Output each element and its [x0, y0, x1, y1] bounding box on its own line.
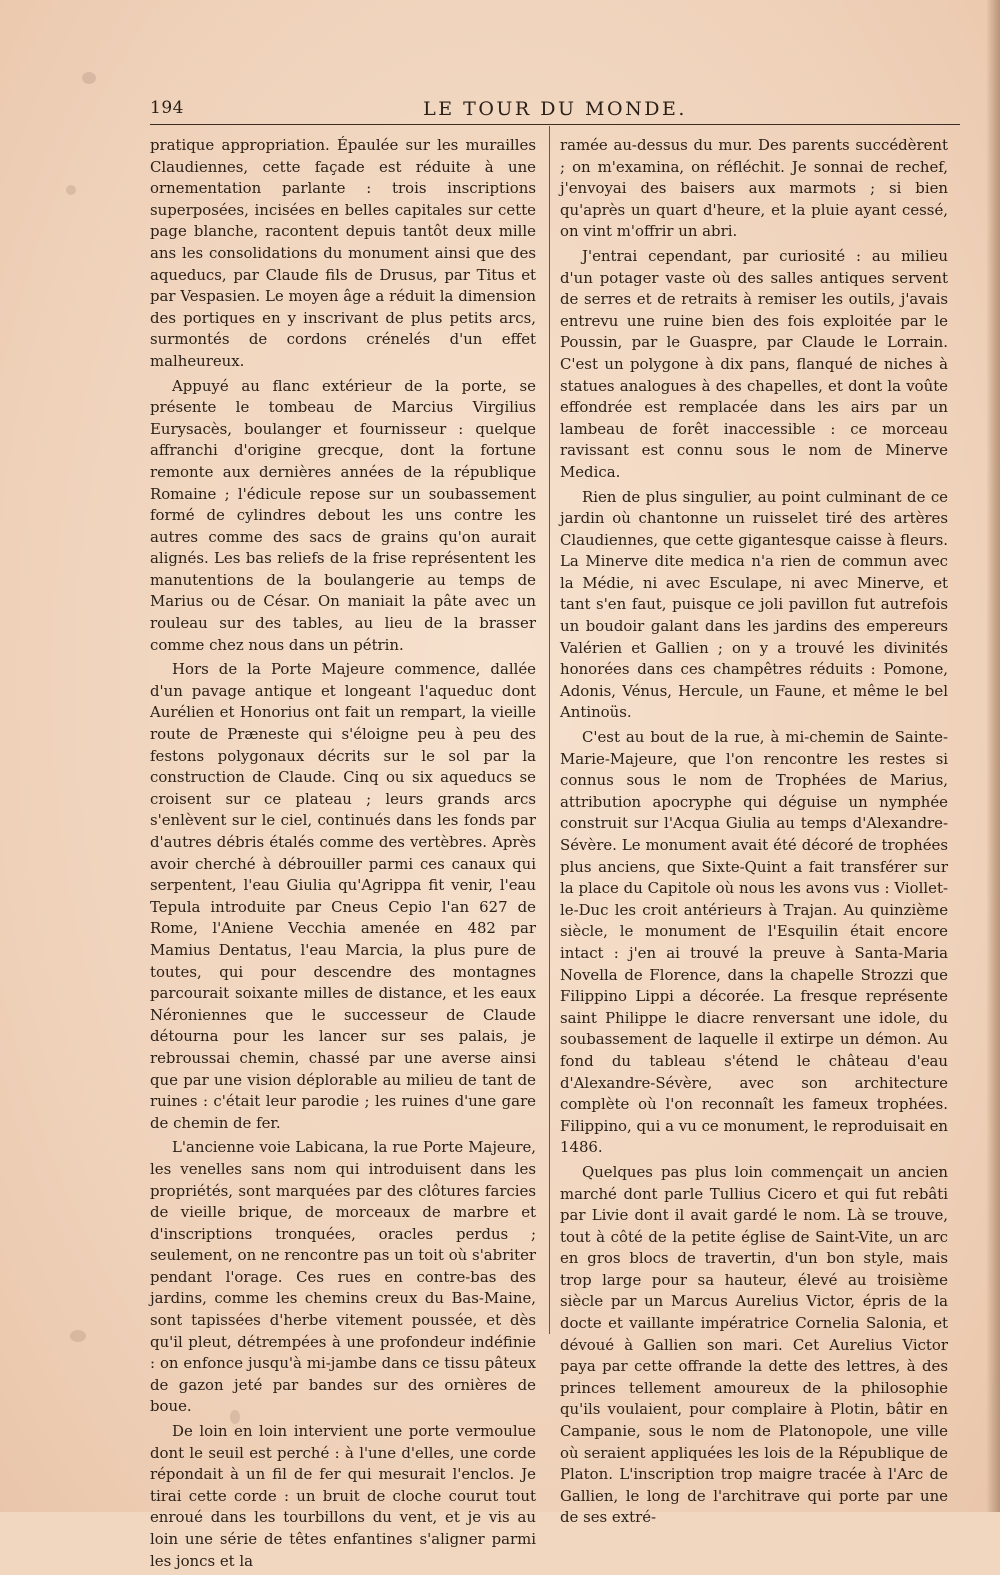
- running-header: [150, 96, 960, 125]
- paragraph: J'entrai cependant, par curiosité : au milieu d'un potager vaste où des salles antiques servent de serres et de retraits à remiser les outils, j'avais entrevu une ruine bien des fois exploitée par le Poussin, par le Guaspre, par Claude le Lorrain. C'est un polygone à dix pans, flanqué de niches à statues analogues à des chapelles, et dont la voûte effondrée est remplacée dans les airs par un lambeau de forêt inaccessible : ce morceau ravissant est connu sous le nom de Minerve Medica.: [560, 246, 948, 481]
- right-column: [560, 135, 948, 1532]
- paragraph: Appuyé au flanc extérieur de la porte, se présente le tombeau de Marcius Virgilius Eurysacès, boulanger et fournisseur : quelque affranchi d'origine grecque, dont la fortune remonte aux dernières années de la république Romaine ; l'édicule repose sur un soubassement formé de cylindres debout les uns contre les autres comme des sacs de grains qu'on aurait alignés. Les bas reliefs de la frise représentent les manutentions de la boulangerie au temps de Marius ou de César. On maniait la pâte avec un rouleau sur des tables, au lieu de la brasser comme chez nous dans un pétrin.: [150, 376, 536, 654]
- paragraph: Rien de plus singulier, au point culminant de ce jardin où chantonne un ruisselet tiré des artères Claudiennes, que cette gigantesque caisse à fleurs. La Minerve dite medica n'a rien de commun avec la Médie, ni avec Esculape, ni avec Minerve, et tant s'en faut, puisque ce joli pavillon fut autrefois un boudoir galant dans les jardins des empereurs Valérien et Gallien ; on y a trouvé les divinités honorées dans ces champêtres réduits : Pomone, Adonis, Vénus, Hercule, un Faune, et même le bel Antinoüs.: [560, 487, 948, 722]
- paragraph: De loin en loin intervient une porte vermoulue dont le seuil est perché : à l'une d'elles, une corde répondait à un fil de fer qui mesurait l'enclos. Je tirai cette corde : un bruit de cloche courut tout enroué dans les tourbillons du vent, et je vis au loin une série de têtes enfantines s'aligner parmi les joncs et la: [150, 1422, 536, 1570]
- foxing-spot: [70, 1330, 86, 1342]
- left-column: [150, 135, 536, 1575]
- foxing-spot: [82, 72, 96, 84]
- paragraph: C'est au bout de la rue, à mi-chemin de Sainte-Marie-Majeure, que l'on rencontre les restes si connus sous le nom de Trophées de Marius, attribution apocryphe qui déguise un nymphée construit sur l'Acqua Giulia au temps d'Alexandre-Sévère. Le monument avait été décoré de trophées plus anciens, que Sixte-Quint a fait transférer sur la place du Capitole où nous les avons vus : Viollet-le-Duc les croit antérieurs à Trajan. Au quinzième siècle, le monument de l'Esquilin était encore intact : j'en ai trouvé la preuve à Santa-Maria Novella de Florence, dans la chapelle Strozzi que Filippino Lippi a décorée. La fresque représente saint Philippe le diacre renversant une idole, du soubassement de laquelle il extirpe un démon. Au fond du tableau s'étend le château d'eau d'Alexandre-Sévère, avec son architecture complète où l'on reconnaît les fameux trophées. Filippino, qui a vu ce monument, le reproduisait en 1486.: [560, 728, 948, 1157]
- paragraph: Hors de la Porte Majeure commence, dallée d'un pavage antique et longeant l'aqueduc dont Aurélien et Honorius ont fait un rempart, la vieille route de Præneste qui s'éloigne peu à peu des festons polygonaux décrits sur le sol par la construction de Claude. Cinq ou six aqueducs se croisent sur ce plateau ; leurs grands arcs s'enlèvent sur le ciel, continués dans les fonds par d'autres débris étalés comme des vertèbres. Après avoir cherché à débrouiller parmi ces canaux qui serpentent, l'eau Giulia qu'Agrippa fit venir, l'eau Tepula introduite par Cneus Cepio l'an 627 de Rome, l'Aniene Vecchia amenée en 482 par Mamius Dentatus, l'eau Marcia, la plus pure de toutes, qui pour descendre des montagnes parcourait soixante milles de distance, et les eaux Néroniennes que le successeur de Claude détourna pour les lancer sur ses palais, je rebroussai chemin, chassé par une averse ainsi que par une vision déplorable au milieu de tant de ruines : c'était leur parodie ; les ruines d'une gare de chemin de fer.: [150, 660, 536, 1132]
- paragraph: ramée au-dessus du mur. Des parents succédèrent ; on m'examina, on réfléchit. Je sonnai de rechef, j'envoyai des baisers aux marmots ; si bien qu'après un quart d'heure, et la pluie ayant cessé, on vint m'offrir un abri.: [560, 136, 948, 241]
- page-number: 194: [150, 98, 184, 118]
- paragraph: pratique appropriation. Épaulée sur les murailles Claudiennes, cette façade est réduite à une ornementation parlante : trois inscriptions superposées, incisées en belles capitales sur cette page blanche, racontent depuis tantôt deux mille ans les consolidations du monument ainsi que des aqueducs, par Claude fils de Drusus, par Titus et par Vespasien. Le moyen âge a réduit la dimension des portiques en y inscrivant de plus petits arcs, surmontés de cordons crénelés d'un effet malheureux.: [150, 136, 536, 370]
- page-edge-shadow: [986, 0, 1000, 1512]
- paragraph: Quelques pas plus loin commençait un ancien marché dont parle Tullius Cicero et qui fut rebâti par Livie dont il avait gardé le nom. Là se trouve, tout à côté de la petite église de Saint-Vite, un arc en gros blocs de travertin, d'un bon style, mais trop large pour sa hauteur, élevé au troisième siècle par un Marcus Aurelius Victor, épris de la docte et vaillante impératrice Cornelia Salonia, et dévoué à Gallien son mari. Cet Aurelius Victor paya par cette offrande la dette des lettres, à des princes tellement amoureux de la philosophie qu'ils voulaient, pour complaire à Plotin, bâtir en Campanie, sous le nom de Platonopole, une ville où seraient appliquées les lois de la République de Platon. L'inscription trop maigre tracée à l'Arc de Gallien, le long de l'architrave qui porte par une de ses extré-: [560, 1162, 948, 1527]
- column-rule: [549, 126, 550, 1334]
- foxing-spot: [66, 185, 76, 195]
- paragraph: L'ancienne voie Labicana, la rue Porte Majeure, les venelles sans nom qui introduisent dans les propriétés, sont marquées par des clôtures farcies de vieille brique, de morceaux de marbre et d'inscriptions tronquées, oracles perdus ; seulement, on ne rencontre pas un toit où s'abriter pendant l'orage. Ces rues en contre-bas des jardins, comme les chemins creux du Bas-Maine, sont tapissées d'herbe vitement poussée, et dès qu'il pleut, détrempées à une profondeur indéfinie : on enfonce jusqu'à mi-jambe dans ce tissu pâteux de gazon jeté par bandes sur des ornières de boue.: [150, 1138, 536, 1416]
- running-title: LE TOUR DU MONDE.: [423, 98, 687, 120]
